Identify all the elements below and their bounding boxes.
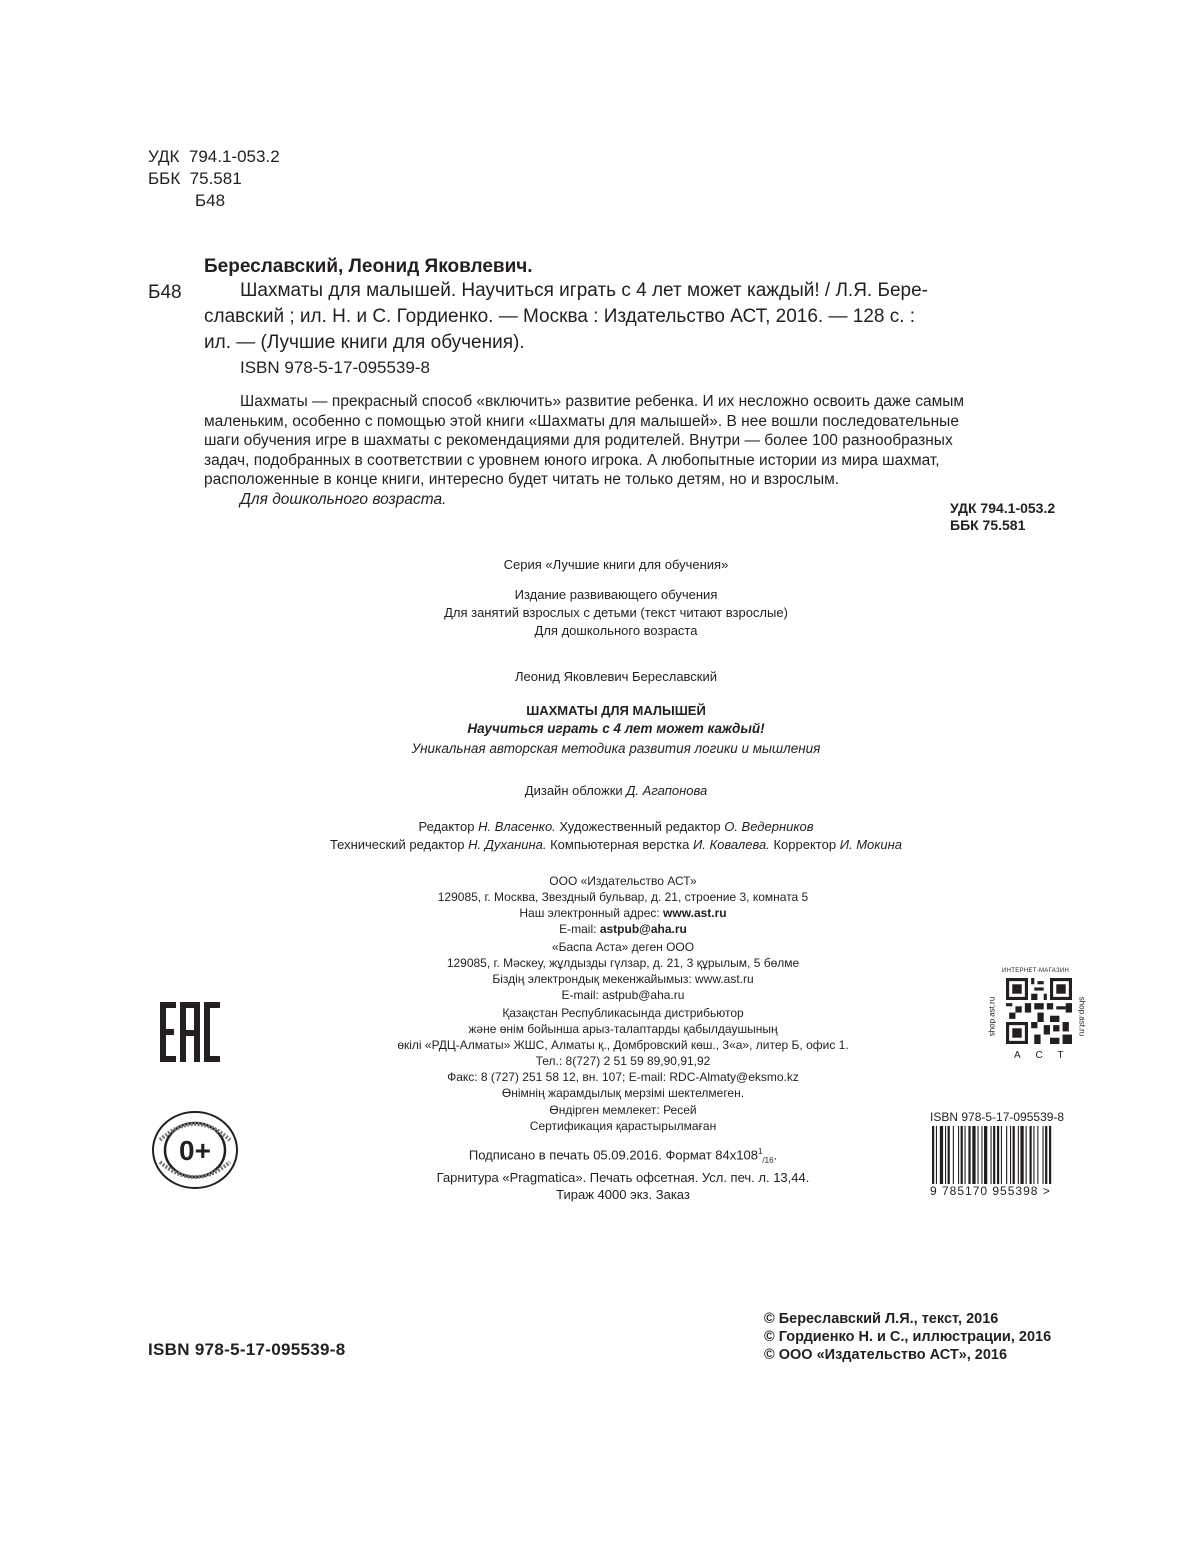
biblio-description bbox=[204, 278, 1082, 356]
udk-code: УДК 794.1-053.2 bbox=[148, 147, 280, 166]
layout-name: И. Ковалева. bbox=[692, 837, 770, 852]
barcode-icon bbox=[930, 1126, 1088, 1184]
copyright-block bbox=[764, 1310, 1051, 1364]
signed-line: Подписано в печать 05.09.2016. Формат $84х108^1_{/16}$. bbox=[468, 1147, 778, 1165]
age-rating-badge bbox=[150, 1108, 240, 1192]
web-label: Наш электронный адрес: bbox=[519, 906, 660, 920]
barcode-block bbox=[930, 1110, 1088, 1200]
series-line: Серия «Лучшие книги для обучения» bbox=[503, 557, 729, 572]
typeface-line: Гарнитура «Pragmatica». Печать офсетная. Усл. печ. л. 13,44. bbox=[436, 1169, 810, 1185]
country-cert-block bbox=[300, 1102, 946, 1134]
barcode-bar bbox=[948, 1126, 950, 1184]
annotation-classification bbox=[950, 500, 1055, 534]
run-line: Тираж 4000 экз. Заказ bbox=[556, 1186, 690, 1202]
barcode-bar bbox=[965, 1126, 966, 1184]
distributor-line: өкілі «РДЦ-Алматы» ЖШС, Алматы қ., Домбровский көш., 3«а», литер Б, офис 1. bbox=[397, 1038, 849, 1052]
barcode-bar bbox=[1001, 1126, 1002, 1184]
barcode-bar bbox=[1037, 1126, 1038, 1184]
copyright-line: © Береславский Л.Я., текст, 2016 bbox=[764, 1311, 999, 1327]
publisher-kz-line: 129085, г. Мәскеу, жұлдызды гүлзар, д. 21, 3 құрылым, 5 бөлме bbox=[446, 956, 800, 970]
barcode-bar bbox=[972, 1126, 975, 1184]
barcode-bar bbox=[991, 1126, 992, 1184]
publisher-email bbox=[300, 921, 946, 937]
publisher-block bbox=[300, 873, 946, 937]
barcode-bar bbox=[1006, 1126, 1007, 1184]
qr-block bbox=[988, 968, 1092, 1064]
barcode-bar bbox=[1013, 1126, 1015, 1184]
proofreader-label: Корректор bbox=[773, 837, 837, 852]
editor-name: Н. Власенко. bbox=[478, 819, 556, 834]
layout-label: Компьютерная верстка bbox=[550, 837, 690, 852]
barcode-bar bbox=[1033, 1126, 1034, 1184]
editors-line-1 bbox=[200, 818, 1032, 836]
barcode-bar bbox=[932, 1126, 934, 1184]
distributor-line: Факс: 8 (727) 251 58 12, вн. 107; E-mail: RDC-Almaty@eksmo.kz bbox=[447, 1070, 799, 1084]
barcode-digits: 9 785170 955398 > bbox=[930, 1184, 1051, 1198]
udk-code-right: УДК 794.1-053.2 bbox=[950, 500, 1056, 516]
edition-block bbox=[200, 586, 1032, 640]
imprint-author: Леонид Яковлевич Береславский bbox=[514, 669, 718, 684]
bbk-code: ББК 75.581 bbox=[148, 169, 242, 188]
annotation bbox=[204, 392, 1084, 509]
age-rating-text: 0+ bbox=[179, 1135, 211, 1166]
proofreader-name: И. Мокина bbox=[839, 837, 903, 852]
editors-block bbox=[200, 818, 1032, 854]
barcode-bar bbox=[981, 1126, 982, 1184]
publisher-kz-line: «Баспа Аста» деген ООО bbox=[551, 940, 695, 954]
barcode-bar bbox=[1030, 1126, 1032, 1184]
barcode-bar bbox=[940, 1126, 943, 1184]
barcode-bar bbox=[1018, 1126, 1019, 1184]
classification-block bbox=[148, 146, 280, 212]
art-editor-label: Художественный редактор bbox=[559, 819, 721, 834]
annotation-line: Шахматы — прекрасный способ «включить» развитие ребенка. И их несложно освоить даже самым bbox=[240, 393, 965, 410]
barcode-bar bbox=[1020, 1126, 1023, 1184]
usage-note: Для занятий взрослых с детьми (текст читают взрослые) bbox=[444, 605, 788, 620]
barcode-bar bbox=[978, 1126, 979, 1184]
annotation-line: расположенные в конце книги, интересно будет читать не только детям, но и взрослым. bbox=[204, 471, 840, 488]
qr-top-label: ИНТЕРНЕТ-МАГАЗИН bbox=[1002, 968, 1070, 974]
bbk-code-right: ББК 75.581 bbox=[950, 517, 1026, 533]
footer-isbn: ISBN 978-5-17-095539-8 bbox=[148, 1340, 346, 1359]
barcode-bar bbox=[1049, 1126, 1051, 1184]
book-tagline: Уникальная авторская методика развития логики и мышления bbox=[411, 741, 821, 756]
copyright-line: © Гордиенко Н. и С., иллюстрации, 2016 bbox=[764, 1329, 1052, 1345]
distributor-line: Қазақстан Республикасында дистрибьютор bbox=[502, 1006, 744, 1020]
barcode-bar bbox=[958, 1126, 959, 1184]
barcode-bar bbox=[1010, 1126, 1011, 1184]
editor-label: Редактор bbox=[418, 819, 475, 834]
publisher-web bbox=[300, 905, 946, 921]
cert-line: Сертификация қарастырылмаған bbox=[529, 1119, 717, 1133]
barcode-bar bbox=[953, 1126, 954, 1184]
title-block bbox=[200, 702, 1032, 758]
book-subtitle: Научиться играть с 4 лет может каждый! bbox=[467, 721, 765, 736]
qr-bottom-label: А С Т bbox=[1014, 1050, 1070, 1061]
email-link[interactable]: astpub@aha.ru bbox=[599, 922, 687, 936]
barcode-bar bbox=[1045, 1126, 1047, 1184]
barcode-bar bbox=[993, 1126, 995, 1184]
distributor-line: және өнім бойынша арыз-талаптарды қабылдаушының bbox=[468, 1022, 778, 1036]
copyright-line: © ООО «Издательство АСТ», 2016 bbox=[764, 1347, 1008, 1363]
barcode-bar bbox=[945, 1126, 946, 1184]
print-info-block bbox=[300, 1143, 946, 1203]
biblio-isbn: ISBN 978-5-17-095539-8 bbox=[240, 358, 430, 377]
book-title: ШАХМАТЫ ДЛЯ МАЛЫШЕЙ bbox=[526, 703, 706, 718]
distributor-block bbox=[300, 1005, 946, 1101]
age-note: Для дошкольного возраста bbox=[534, 623, 698, 638]
format-sub: /16 bbox=[762, 1155, 774, 1165]
art-editor-name: О. Ведерников bbox=[724, 819, 814, 834]
barcode-bar bbox=[1043, 1126, 1044, 1184]
email-label: E-mail: bbox=[559, 922, 597, 936]
eac-mark-icon bbox=[158, 1000, 222, 1064]
signed-text: Подписано в печать 05.09.2016. Формат 84х108 bbox=[468, 1147, 758, 1163]
publisher-name: ООО «Издательство АСТ» bbox=[549, 874, 697, 888]
barcode-bar bbox=[997, 1126, 999, 1184]
web-link[interactable]: www.ast.ru bbox=[663, 906, 727, 920]
publisher-kz-line: E-mail: astpub@aha.ru bbox=[561, 988, 685, 1002]
editors-line-2 bbox=[200, 836, 1032, 854]
cover-designer: Д. Агапонова bbox=[626, 783, 708, 798]
annotation-age-note: Для дошкольного возраста. bbox=[240, 490, 447, 508]
tech-editor-label: Технический редактор bbox=[329, 837, 465, 852]
barcode-bar bbox=[936, 1126, 937, 1184]
cover-design-label: Дизайн обложки bbox=[524, 783, 623, 798]
biblio-line: Шахматы для малышей. Научиться играть с 4 лет может каждый! / Л.Я. Бере- bbox=[240, 280, 928, 301]
format-sup: 1 bbox=[757, 1147, 763, 1156]
biblio-line: ил. — (Лучшие книги для обучения). bbox=[204, 332, 525, 353]
annotation-line: маленьким, особенно с помощью этой книги «Шахматы для малышей». В нее вошли последовательные bbox=[204, 412, 959, 430]
country-line: Өндірген мемлекет: Ресей bbox=[549, 1103, 697, 1117]
author-sign: Б48 bbox=[195, 191, 226, 210]
barcode-bar bbox=[1026, 1126, 1027, 1184]
publisher-address: 129085, г. Москва, Звездный бульвар, д. 21, строение 3, комната 5 bbox=[437, 890, 809, 904]
barcode-bar bbox=[968, 1126, 970, 1184]
cover-design-line bbox=[200, 782, 1032, 800]
barcode-bar bbox=[984, 1126, 987, 1184]
annotation-line: шаги обучения игре в шахматы с рекомендациями для родителей. Внутри — более 100 разнообразных bbox=[204, 432, 953, 449]
publisher-kz-line: Біздің электрондық мекенжайымыз: www.ast.ru bbox=[492, 972, 754, 986]
barcode-isbn: ISBN 978-5-17-095539-8 bbox=[930, 1110, 1065, 1124]
biblio-line: славский ; ил. Н. и С. Гордиенко. — Москва : Издательство АСТ, 2016. — 128 с. : bbox=[204, 306, 916, 327]
qr-side-label-right: shop.ast.ru bbox=[1077, 996, 1087, 1037]
qr-side-label-left: shop.ast.ru bbox=[987, 996, 997, 1037]
author-sign-left: Б48 bbox=[148, 282, 182, 303]
tech-editor-name: Н. Духанина. bbox=[468, 837, 547, 852]
annotation-line: задач, подобранных в соответствии с уровнем юного игрока. А любопытные истории из мира шахмат, bbox=[204, 451, 940, 469]
edition-type: Издание развивающего обучения bbox=[514, 587, 718, 602]
barcode-bar bbox=[961, 1126, 963, 1184]
author-heading: Береславский, Леонид Яковлевич. bbox=[204, 256, 533, 277]
publisher-kz-block bbox=[300, 939, 946, 1003]
distributor-line: Тел.: 8(727) 2 51 59 89,90,91,92 bbox=[535, 1054, 711, 1068]
qr-code-icon[interactable] bbox=[1006, 978, 1072, 1044]
distributor-line: Өнімнің жарамдылық мерзімі шектелмеген. bbox=[501, 1086, 745, 1100]
